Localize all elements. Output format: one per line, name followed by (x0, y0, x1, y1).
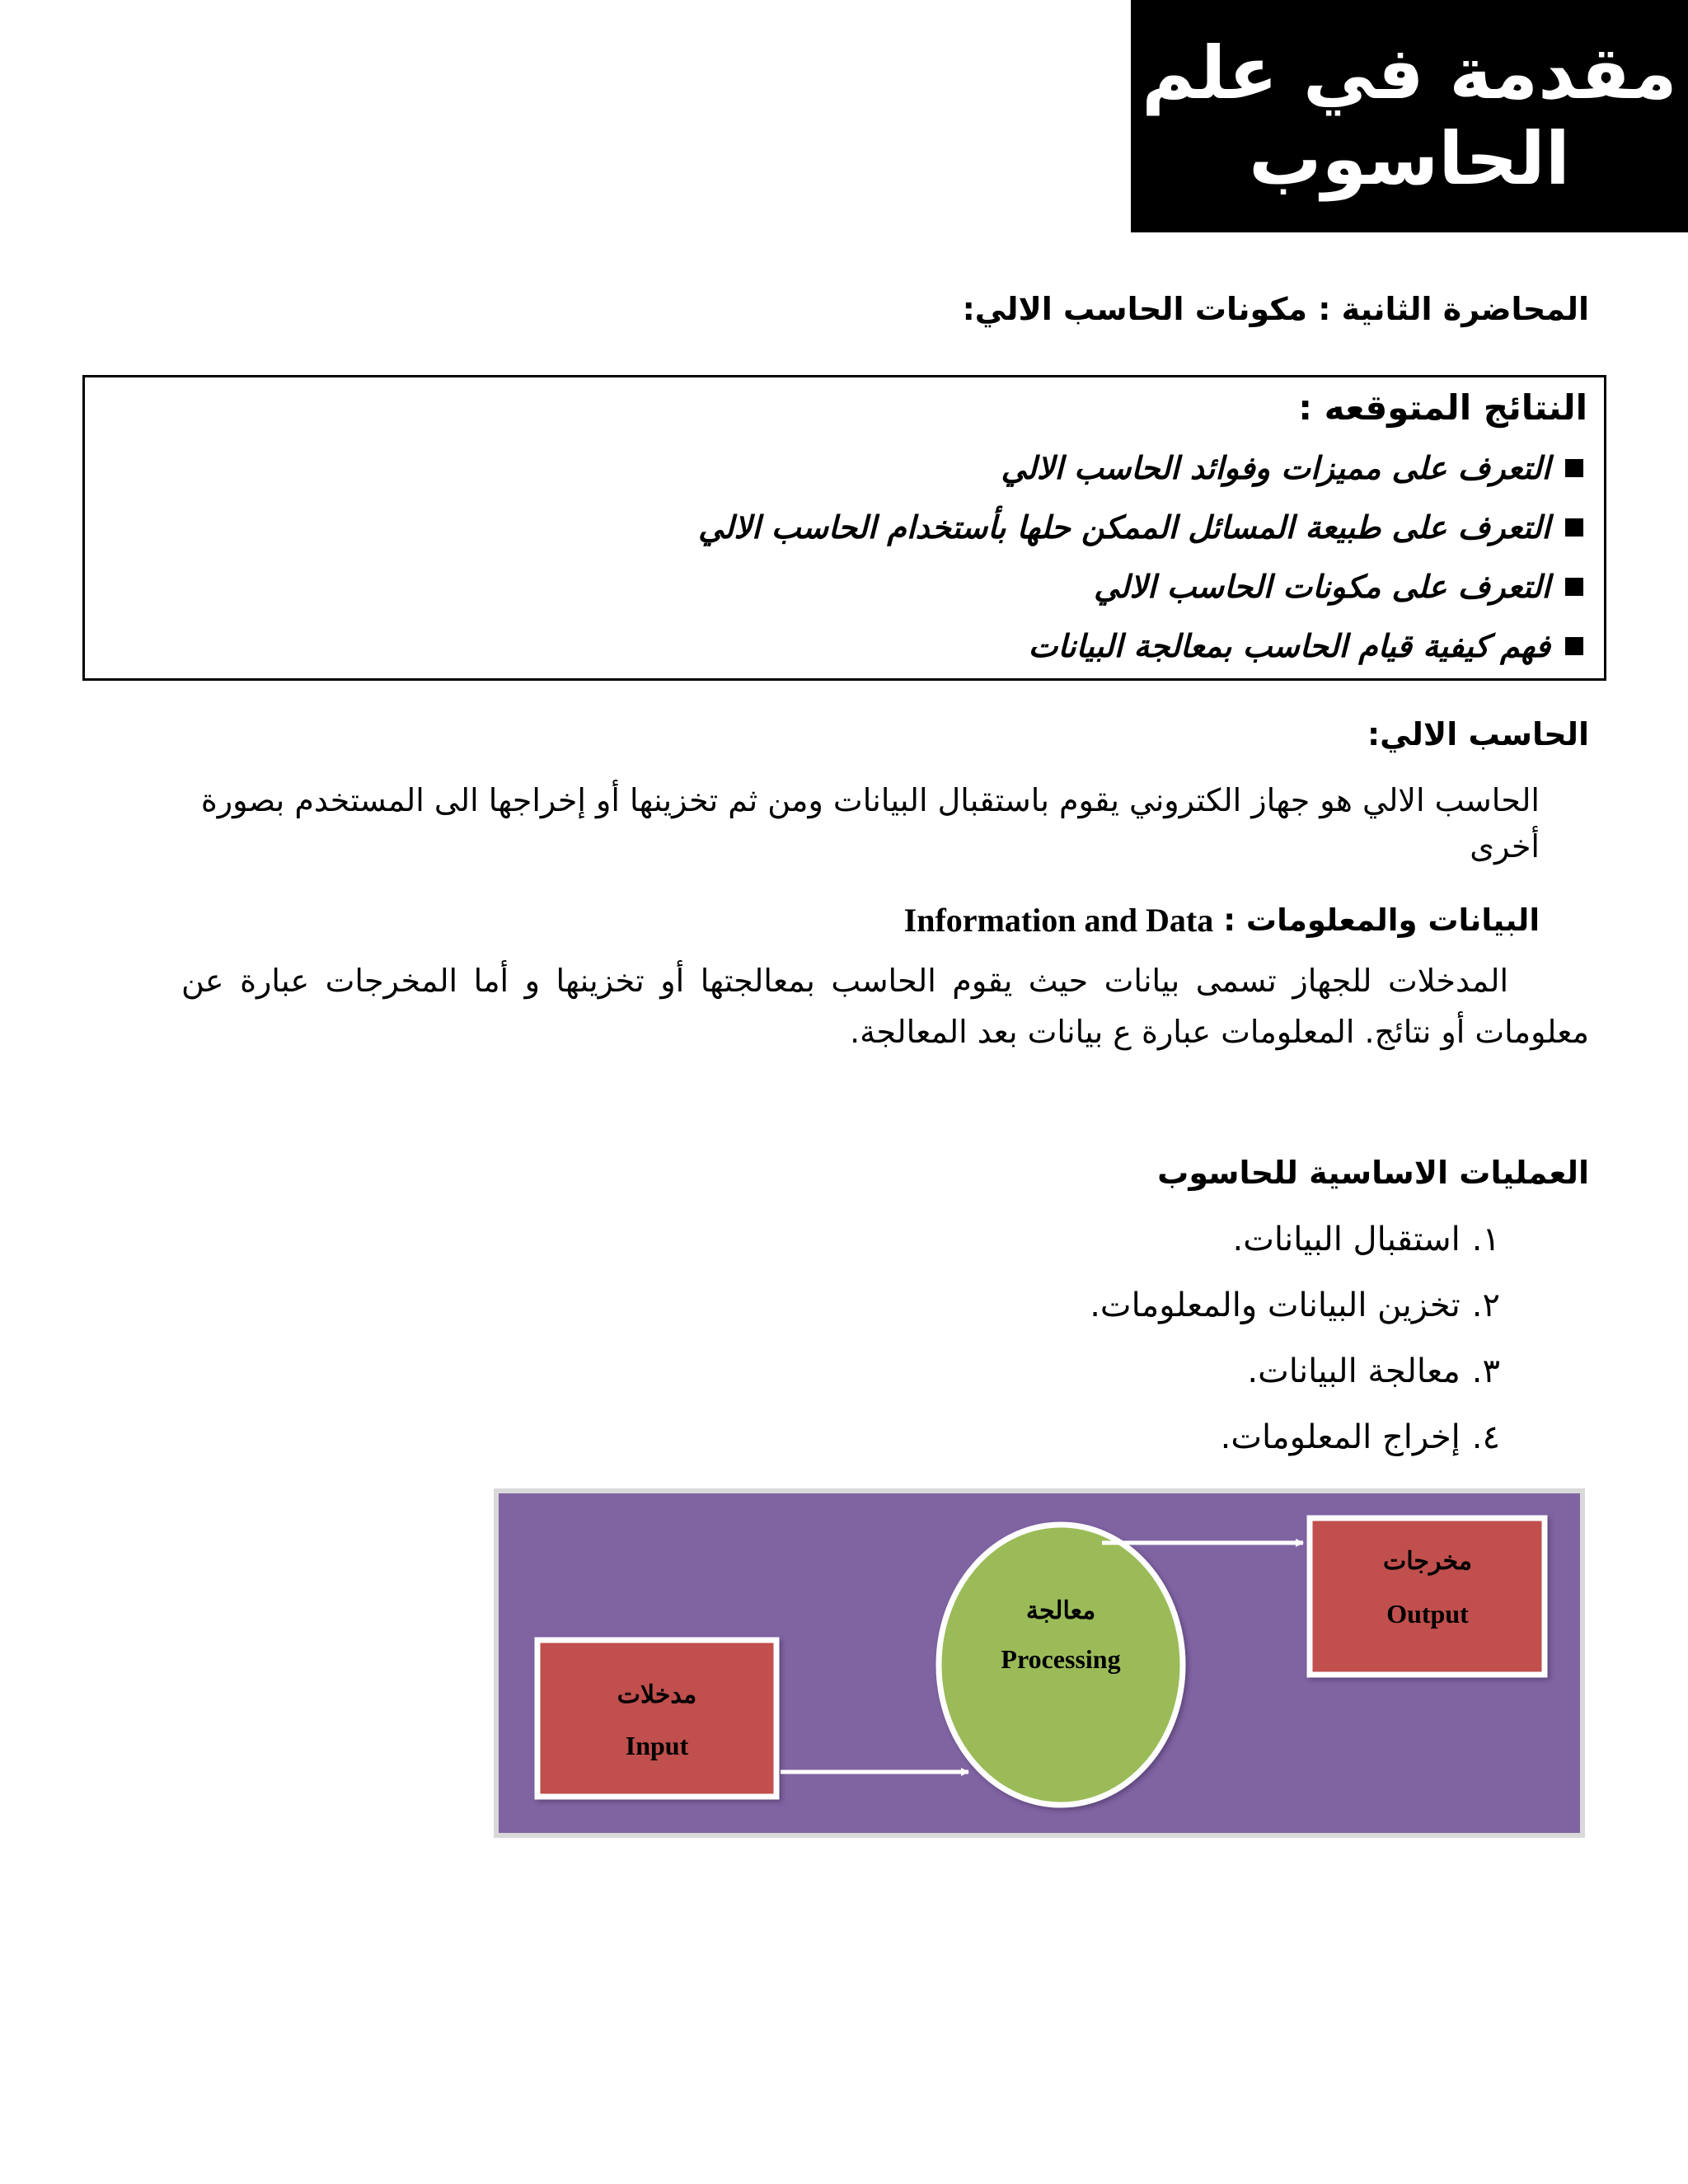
operation-item (758, 1414, 1500, 1460)
data-heading-english: Information and Data (903, 902, 1214, 939)
title-line-2: الحاسوب (1249, 116, 1570, 201)
outcomes-box (82, 375, 1606, 681)
operation-text: تخزين البيانات والمعلومات. (1090, 1286, 1461, 1324)
output-label-english: Output (1386, 1599, 1469, 1629)
operations-heading: العمليات الاساسية للحاسوب (1157, 1155, 1589, 1191)
outcome-text: التعرف على مكونات الحاسب الالي (1094, 569, 1550, 605)
operation-text: معالجة البيانات. (1247, 1352, 1461, 1390)
operation-item (758, 1348, 1500, 1394)
processing-flow-diagram (492, 1487, 1587, 1840)
processing-label-arabic: معالجة (1025, 1597, 1096, 1624)
data-information-heading (551, 900, 1540, 941)
operation-number: ٢. (1471, 1286, 1500, 1324)
data-definition-line-1: المدخلات للجهاز تسمى بيانات حيث يقوم الحاسب بمعالجتها أو تخزينها و أما المخرجات عبارة عن (181, 963, 1508, 999)
output-box (1310, 1518, 1545, 1675)
outcome-text: التعرف على مميزات وفوائد الحاسب الالي (1001, 450, 1550, 486)
operation-text: استقبال البيانات. (1232, 1221, 1461, 1258)
square-bullet-icon (1565, 459, 1583, 477)
computer-definition: الحاسب الالي هو جهاز الكتروني يقوم باستقبال البيانات ومن ثم تخزينها أو إخراجها الى المستخدم بصورة (200, 782, 1540, 818)
lecture-title: المحاضرة الثانية : مكونات الحاسب الالي: (962, 291, 1589, 327)
processing-label-english: Processing (1001, 1644, 1121, 1674)
outcomes-title: النتائج المتوقعه : (1298, 387, 1587, 428)
computer-heading: الحاسب الالي: (1367, 716, 1589, 752)
operation-number: ١. (1471, 1221, 1500, 1258)
output-label-arabic: مخرجات (1383, 1548, 1472, 1575)
input-box (537, 1640, 776, 1797)
computer-definition-end: أخرى (1470, 828, 1540, 865)
input-label-english: Input (625, 1731, 689, 1760)
outcome-item (182, 562, 1583, 612)
data-definition-line-2: معلومات أو نتائج. المعلومات عبارة ع بيانات بعد المعالجة. (850, 1014, 1589, 1050)
title-line-1: مقدمة في علم (1142, 30, 1677, 115)
data-heading-arabic: البيانات والمعلومات : (1223, 902, 1540, 938)
operation-number: ٤. (1471, 1418, 1500, 1456)
square-bullet-icon (1565, 518, 1583, 537)
operation-item (758, 1282, 1500, 1329)
operation-number: ٣. (1471, 1352, 1500, 1390)
outcome-text: فهم كيفية قيام الحاسب بمعالجة البيانات (1028, 628, 1550, 664)
operation-text: إخراج المعلومات. (1220, 1418, 1461, 1456)
operation-item (758, 1216, 1500, 1263)
document-title-banner (1131, 0, 1688, 232)
outcome-item (182, 503, 1583, 552)
outcome-text: التعرف على طبيعة المسائل الممكن حلها بأستخدام الحاسب الالي (698, 509, 1550, 546)
outcome-item (182, 443, 1583, 493)
outcome-item (182, 621, 1583, 671)
square-bullet-icon (1565, 578, 1583, 596)
square-bullet-icon (1565, 637, 1583, 655)
input-label-arabic: مدخلات (617, 1681, 697, 1708)
